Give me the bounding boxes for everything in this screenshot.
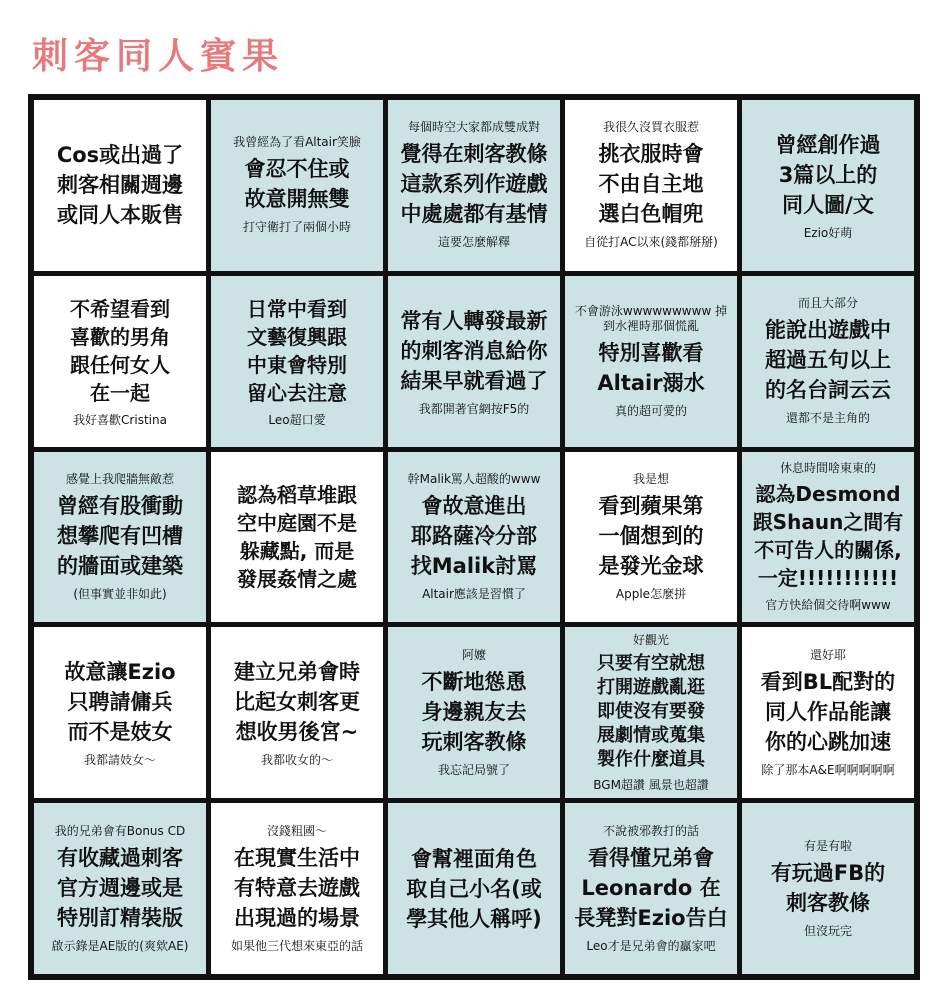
cell-note: 啟示錄是AE版的(爽欸AE) <box>51 938 189 953</box>
cell-top-comment: 不說被邪教打的話 <box>602 823 699 838</box>
cell-main-text: 只要有空就想 打開遊戲亂逛 即使沒有要發 展劇情或蒐集 製作什麼道具 <box>597 652 705 770</box>
bingo-cell[interactable] <box>34 100 206 271</box>
cell-note: 我都開著官網按F5的 <box>418 401 530 416</box>
bingo-cell[interactable] <box>565 803 737 974</box>
cell-note: 還都不是主角的 <box>785 411 870 426</box>
cell-note: Leo才是兄弟會的贏家吧 <box>586 938 716 953</box>
cell-main-text: 故意讓Ezio 只聘請傭兵 而不是妓女 <box>64 660 176 745</box>
cell-top-comment: 我的兄弟會有Bonus CD <box>54 823 186 838</box>
cell-main-text: 有玩過FB的 刺客教條 <box>770 860 886 915</box>
cell-main-text: 會忍不住或 故意開無雙 <box>244 157 350 212</box>
cell-top-comment: 我很久沒買衣服惹 <box>602 120 699 135</box>
cell-main-text: 看得懂兄弟會 Leonardo 在 長凳對Ezio告白 <box>574 845 728 930</box>
cell-top-comment: 而且大部分 <box>797 296 858 311</box>
bingo-cell[interactable] <box>388 276 560 447</box>
cell-top-comment: 阿嬤 <box>461 647 486 662</box>
cell-top-comment: 還好耶 <box>809 647 846 662</box>
cell-main-text: 不希望看到 喜歡的男角 跟任何女人 在一起 <box>70 296 170 405</box>
cell-top-comment: 幹Malik罵人超酸的www <box>407 471 541 486</box>
cell-note: Apple怎麼拼 <box>615 586 687 601</box>
cell-main-text: 看到蘋果第 一個想到的 是發光金球 <box>598 493 704 578</box>
bingo-cell[interactable] <box>742 803 914 974</box>
cell-main-text: 特別喜歡看 Altair溺水 <box>597 340 705 395</box>
bingo-cell[interactable] <box>34 452 206 623</box>
cell-note: 我都請妓女～ <box>83 753 156 768</box>
bingo-cell[interactable] <box>34 276 206 447</box>
cell-top-comment: 休息時間啥東東的 <box>779 460 876 475</box>
cell-main-text: 會故意進出 耶路薩冷分部 找Malik討罵 <box>410 493 538 578</box>
cell-note: 我好喜歡Cristina <box>73 412 167 427</box>
cell-note: 但沒玩完 <box>803 923 852 938</box>
cell-main-text: 覺得在刺客教條 這款系列作遊戲 中處處都有基情 <box>400 142 548 227</box>
bingo-cell[interactable] <box>34 803 206 974</box>
bingo-board <box>28 94 920 980</box>
cell-note: 真的超可愛的 <box>614 403 687 418</box>
cell-top-comment: 好觀光 <box>632 632 669 647</box>
cell-main-text: 建立兄弟會時 比起女刺客更 想收男後宮~ <box>234 660 360 745</box>
cell-top-comment: 我是想 <box>632 471 669 486</box>
bingo-cell[interactable] <box>211 276 383 447</box>
cell-main-text: 日常中看到 文藝復興跟 中東會特別 留心去注意 <box>247 296 347 405</box>
cell-note: 除了那本A&E啊啊啊啊啊 <box>761 762 895 777</box>
cell-note: 官方快給個交待啊www <box>765 597 891 612</box>
cell-top-comment: 不會游泳wwwwwwwww 掉到水裡時那個慌亂 <box>574 303 728 333</box>
bingo-cell[interactable] <box>211 100 383 271</box>
bingo-cell[interactable] <box>388 803 560 974</box>
cell-main-text: Cos或出過了 刺客相關週邊 或同人本販售 <box>56 143 184 228</box>
bingo-cell[interactable] <box>211 803 383 974</box>
cell-main-text: 看到BL配對的 同人作品能讓 你的心跳加速 <box>760 669 896 754</box>
bingo-cell[interactable] <box>211 627 383 798</box>
cell-note: 自從打AC以來(錢都掰掰) <box>584 235 718 250</box>
bingo-cell[interactable] <box>565 627 737 798</box>
bingo-cell[interactable] <box>388 100 560 271</box>
cell-top-comment: 感覺上我爬牆無敵惹 <box>65 471 174 486</box>
bingo-cell[interactable] <box>34 627 206 798</box>
cell-main-text: 曾經創作過 3篇以上的 同人圖/文 <box>775 132 881 217</box>
cell-top-comment: 有是有啦 <box>803 838 852 853</box>
cell-main-text: 能說出遊戲中 超過五句以上 的名台詞云云 <box>765 318 891 403</box>
cell-note: 打守衛打了兩個小時 <box>242 220 351 235</box>
bingo-cell[interactable] <box>388 627 560 798</box>
cell-note: 這要怎麼解釋 <box>437 235 510 250</box>
cell-main-text: 認為稻草堆跟 空中庭園不是 躲藏點, 而是 發展姦情之處 <box>237 482 357 591</box>
cell-note: Altair應該是習慣了 <box>422 586 526 601</box>
cell-note: Ezio好萌 <box>803 225 853 240</box>
bingo-cell[interactable] <box>742 276 914 447</box>
cell-top-comment: 沒錢粗國～ <box>266 823 327 838</box>
cell-main-text: 常有人轉發最新 的刺客消息給你 結果早就看過了 <box>400 308 548 393</box>
cell-top-comment: 我曾經為了看Altair笑臉 <box>233 135 361 150</box>
bingo-cell[interactable] <box>565 276 737 447</box>
cell-main-text: 會幫裡面角色 取自己小名(或 學其他人稱呼) <box>406 846 542 931</box>
cell-note: (但事實並非如此) <box>73 586 167 601</box>
cell-note: Leo超口愛 <box>268 412 326 427</box>
cell-note: 我都收女的～ <box>260 753 333 768</box>
cell-note: 我忘記局號了 <box>437 762 510 777</box>
bingo-cell[interactable] <box>211 452 383 623</box>
cell-main-text: 挑衣服時會 不由自主地 選白色帽兜 <box>598 142 704 227</box>
bingo-cell[interactable] <box>742 100 914 271</box>
cell-main-text: 在現實生活中 有特意去遊戲 出現過的場景 <box>234 845 360 930</box>
cell-main-text: 認為Desmond 跟Shaun之間有 不可告人的關係, 一定!!!!!!!!!!! <box>752 481 904 590</box>
cell-main-text: 有收藏過刺客 官方週邊或是 特別訂精裝版 <box>57 845 183 930</box>
bingo-cell[interactable] <box>565 452 737 623</box>
cell-note: 如果他三代想來東亞的話 <box>230 938 363 953</box>
page-title: 刺客同人賓果 <box>32 35 285 77</box>
cell-main-text: 不斷地慫恿 身邊親友去 玩刺客教條 <box>421 669 527 754</box>
bingo-cell[interactable] <box>565 100 737 271</box>
cell-main-text: 曾經有股衝動 想攀爬有凹槽 的牆面或建築 <box>57 493 183 578</box>
cell-top-comment: 每個時空大家都成雙成對 <box>407 120 540 135</box>
bingo-cell[interactable] <box>742 627 914 798</box>
bingo-cell[interactable] <box>388 452 560 623</box>
cell-note: BGM超讚 風景也超讚 <box>593 777 709 792</box>
bingo-cell[interactable] <box>742 452 914 623</box>
